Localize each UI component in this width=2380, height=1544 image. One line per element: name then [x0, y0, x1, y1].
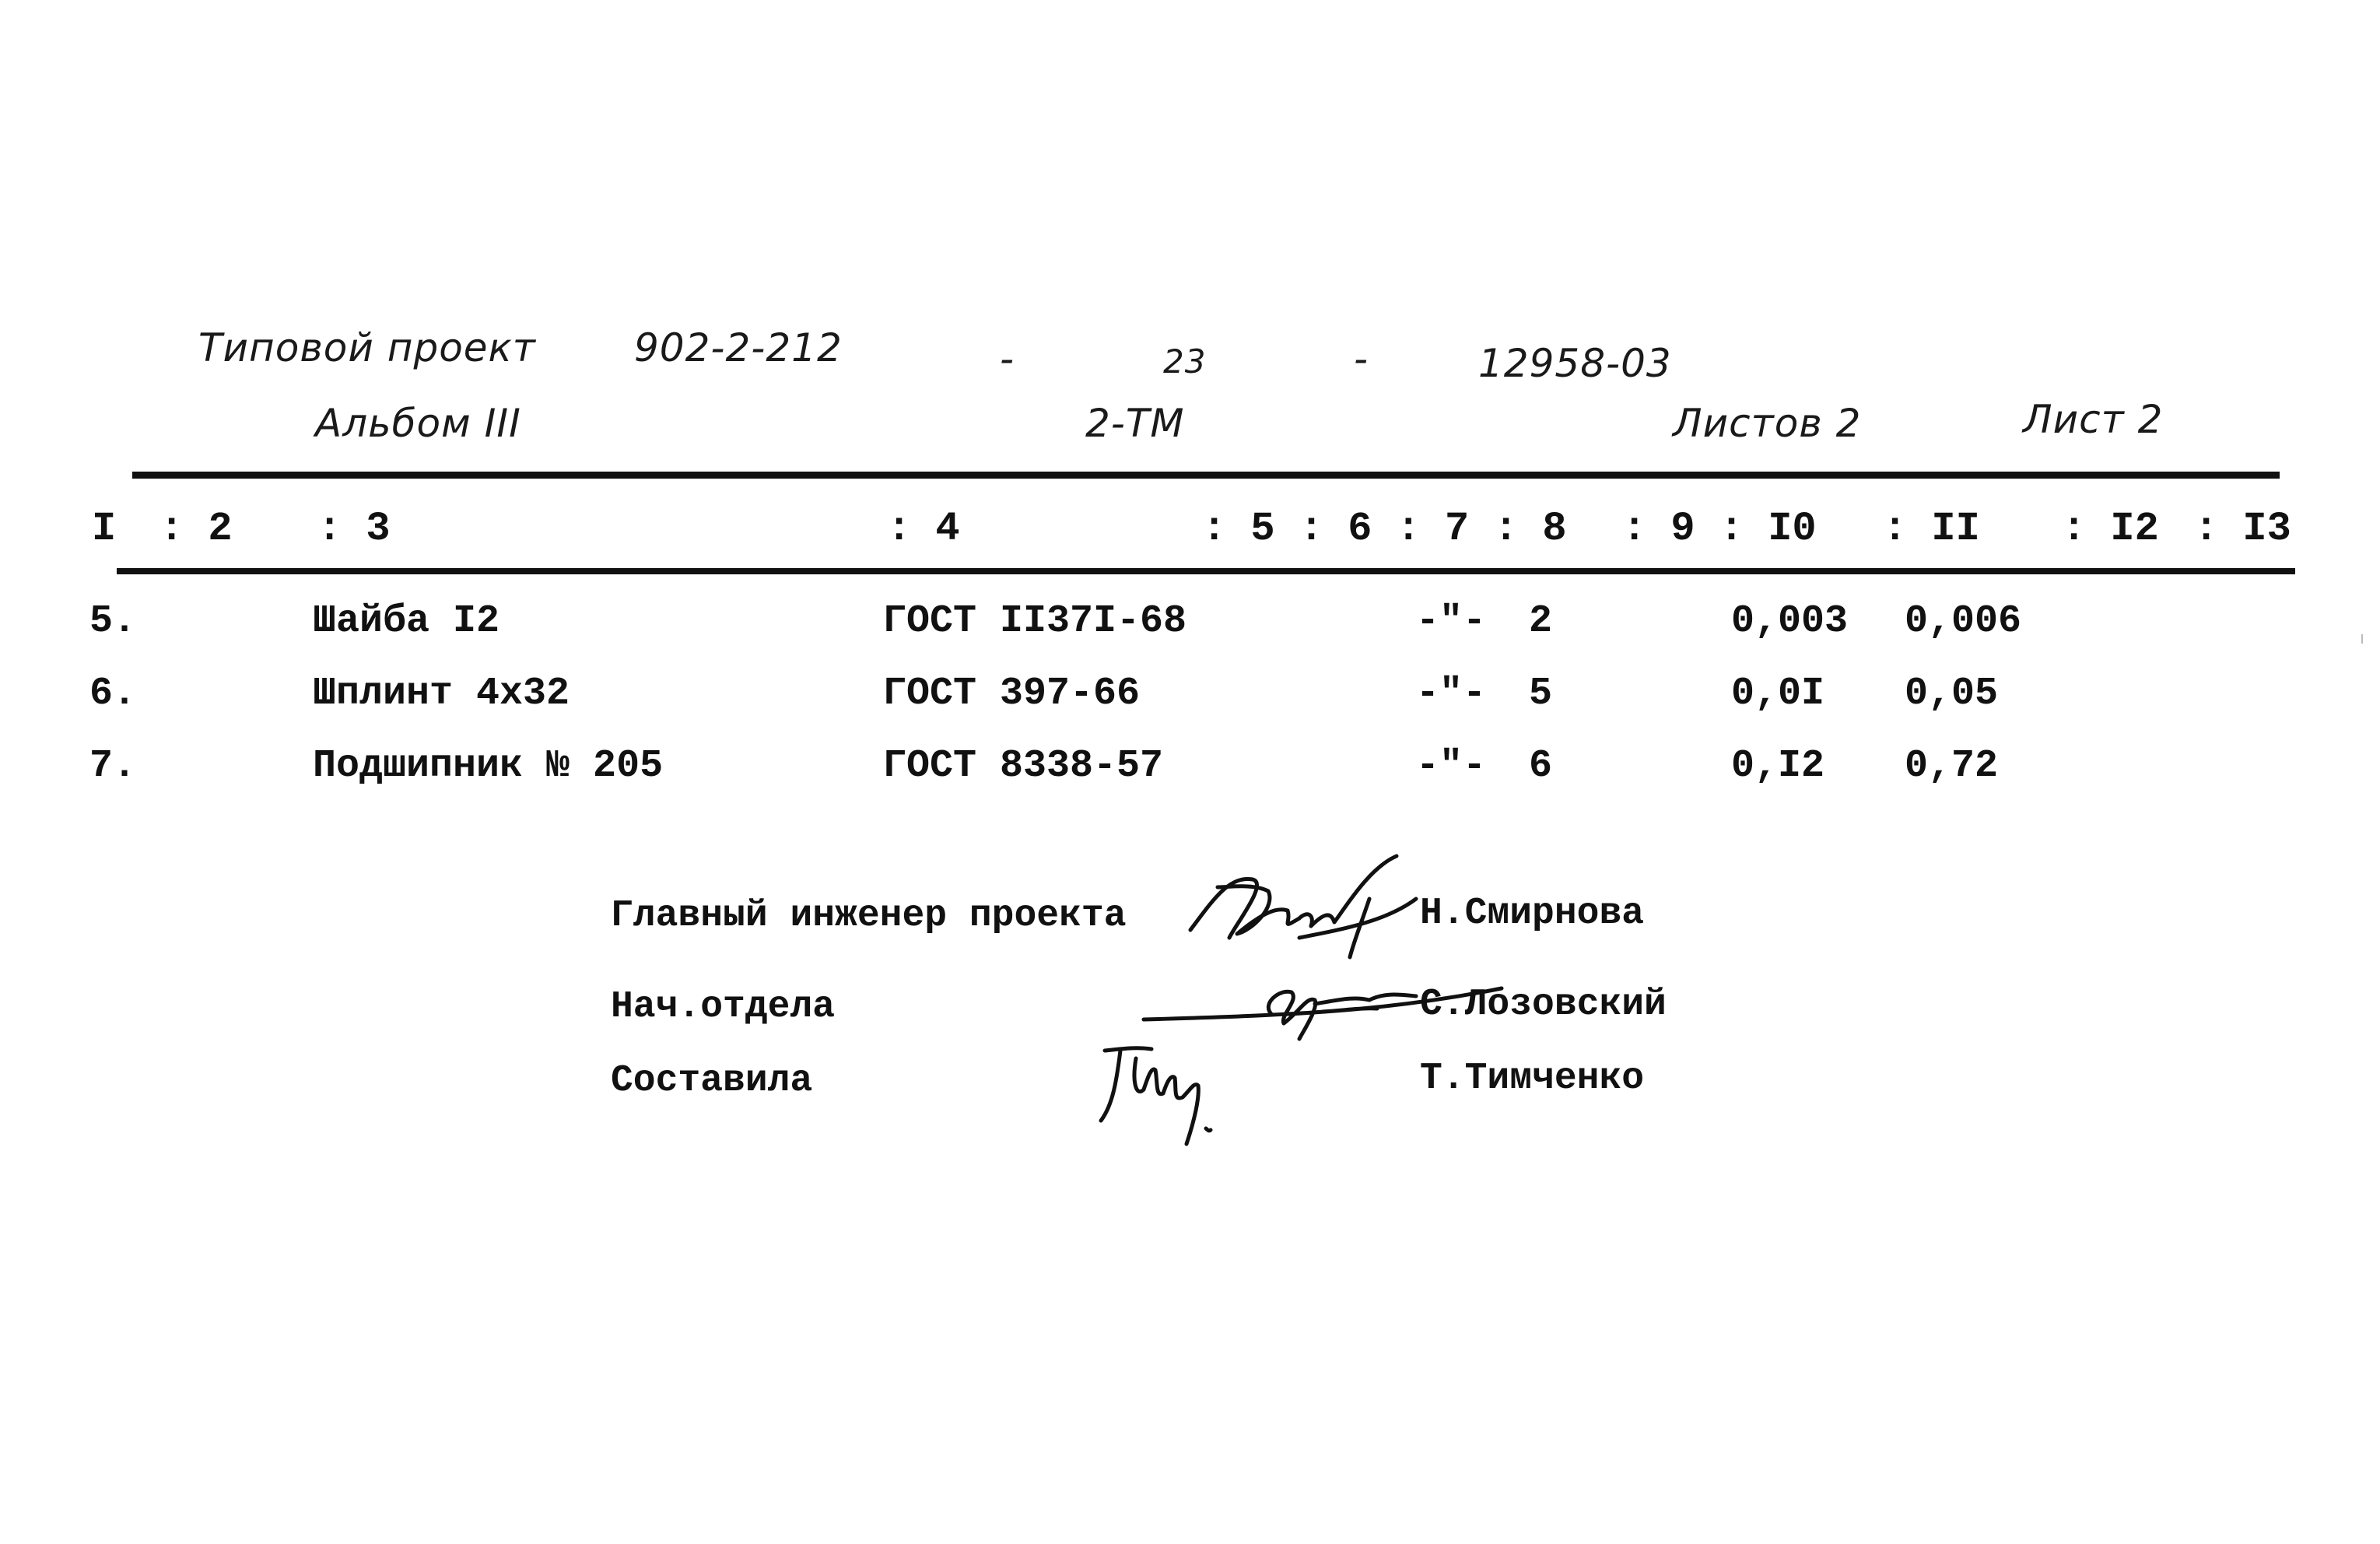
signature-scribble-head-of-department [1136, 957, 1509, 1043]
item-total-mass: 0,05 [1905, 672, 1999, 716]
column-header-13: : I3 [2194, 506, 2291, 552]
sheets-total: Листов 2 [1673, 401, 1862, 446]
number-23: 23 [1163, 342, 1207, 381]
signature-role: Нач.отдела [611, 986, 836, 1028]
signature-name: С.Лозовский [1420, 984, 1667, 1026]
item-document: ГОСТ II37I-68 [883, 599, 1187, 644]
column-header-2: : 2 [159, 506, 233, 552]
item-document: ГОСТ 397-66 [883, 672, 1141, 716]
item-unit-mass: 0,003 [1731, 599, 1849, 644]
item-quantity: 2 [1529, 599, 1553, 644]
project-number: 902-2-212 [634, 325, 843, 370]
album-label: Альбом III [315, 401, 521, 446]
signature-scribble-chief-engineer [1183, 852, 1432, 961]
table-top-rule [132, 472, 2280, 479]
column-header-3: : 3 [317, 506, 391, 552]
signature-role: Составила [611, 1060, 813, 1102]
column-header-11: : II [1883, 506, 1980, 552]
item-name: Подшипник № 205 [313, 744, 664, 788]
item-unit-mass: 0,0I [1731, 672, 1825, 716]
item-unit: -"- [1416, 744, 1487, 788]
row-number: 7. [89, 744, 137, 788]
signature-name: Н.Смирнова [1420, 893, 1645, 935]
item-unit-mass: 0,I2 [1731, 744, 1825, 788]
column-header-12: : I2 [2062, 506, 2159, 552]
column-header-8: : 8 [1494, 506, 1567, 552]
item-name: Шплинт 4х32 [313, 672, 570, 716]
header-bottom-rule [117, 568, 2295, 574]
mark-label: 2-ТМ [1085, 401, 1185, 446]
drawing-code: 12958-03 [1478, 341, 1672, 386]
scan-mark [2361, 634, 2363, 644]
sheet-number: Лист 2 [2023, 397, 2164, 442]
signature-role: Главный инженер проекта [611, 895, 1127, 937]
column-header-1: I [92, 506, 117, 552]
item-document: ГОСТ 8338-57 [883, 744, 1164, 788]
column-header-9-10: : 9 : I0 [1622, 506, 1817, 552]
title-dash-2: - [1354, 336, 1369, 381]
item-name: Шайба I2 [313, 599, 500, 644]
row-number: 5. [89, 599, 137, 644]
column-header-5-7: : 5 : 6 : 7 [1202, 506, 1470, 552]
row-number: 6. [89, 672, 137, 716]
item-total-mass: 0,72 [1905, 744, 1999, 788]
signature-name: Т.Тимченко [1420, 1058, 1645, 1100]
project-label: Типовой проект [198, 325, 536, 370]
item-unit: -"- [1416, 599, 1487, 644]
signature-scribble-compiler [1089, 1035, 1268, 1152]
item-unit: -"- [1416, 672, 1487, 716]
item-quantity: 6 [1529, 744, 1553, 788]
title-dash-1: - [1000, 336, 1015, 381]
item-total-mass: 0,006 [1905, 599, 2022, 644]
column-header-4: : 4 [887, 506, 960, 552]
item-quantity: 5 [1529, 672, 1553, 716]
